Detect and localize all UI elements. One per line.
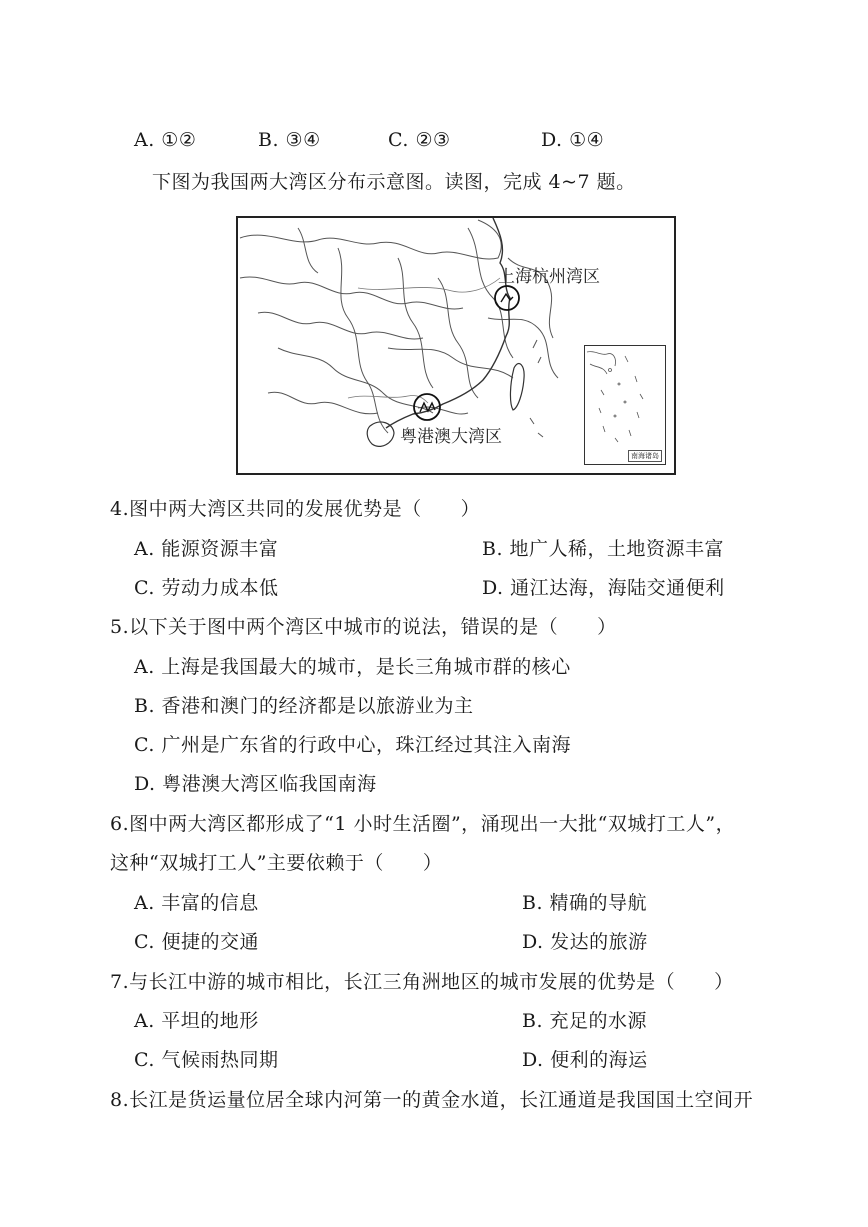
q4-option-b: B. 地广人稀，土地资源丰富 xyxy=(482,538,725,560)
q3-option-a: A. ①② xyxy=(134,129,197,151)
q3-option-b: B. ③④ xyxy=(258,129,321,151)
q7-option-d: D. 便利的海运 xyxy=(522,1049,648,1071)
q5-option-a: A. 上海是我国最大的城市，是长三角城市群的核心 xyxy=(134,656,571,678)
q7-option-c: C. 气候雨热同期 xyxy=(134,1049,279,1071)
inset-caption: 南海诸岛 xyxy=(628,450,662,462)
q5-option-b: B. 香港和澳门的经济都是以旅游业为主 xyxy=(134,695,474,717)
q8-stem: 8.长江是货运量位居全球内河第一的黄金水道，长江通道是我国国土空间开 xyxy=(110,1089,754,1111)
q4-option-c: C. 劳动力成本低 xyxy=(134,577,279,599)
inset-drawing xyxy=(585,346,665,464)
q5-option-c: C. 广州是广东省的行政中心，珠江经过其注入南海 xyxy=(134,734,571,756)
q7-option-b: B. 充足的水源 xyxy=(522,1010,648,1032)
q5-option-d: D. 粤港澳大湾区临我国南海 xyxy=(134,773,377,795)
q4-stem: 4.图中两大湾区共同的发展优势是（ ） xyxy=(110,498,481,520)
q3-option-d: D. ①④ xyxy=(541,129,605,151)
q6-stem-line2: 这种“双城打工人”主要依赖于（ ） xyxy=(110,852,443,874)
q6-option-a: A. 丰富的信息 xyxy=(134,892,259,914)
south-china-sea-inset xyxy=(584,345,666,465)
q3-option-c: C. ②③ xyxy=(388,129,451,151)
q6-option-b: B. 精确的导航 xyxy=(522,892,648,914)
q4-option-a: A. 能源资源丰富 xyxy=(134,538,279,560)
label-guangdong-hk-macao-bay: 粤港澳大湾区 xyxy=(400,427,502,447)
q5-stem: 5.以下关于图中两个湾区中城市的说法，错误的是（ ） xyxy=(110,616,617,638)
label-shanghai-hangzhou-bay: 上海杭州湾区 xyxy=(498,267,600,287)
map-intro: 下图为我国两大湾区分布示意图。读图，完成 4~7 题。 xyxy=(152,171,636,193)
q6-stem-line1: 6.图中两大湾区都形成了“1 小时生活圈”，涌现出一大批“双城打工人”， xyxy=(110,813,736,835)
q7-option-a: A. 平坦的地形 xyxy=(134,1010,259,1032)
q6-option-c: C. 便捷的交通 xyxy=(134,931,259,953)
q6-option-d: D. 发达的旅游 xyxy=(522,931,648,953)
q4-option-d: D. 通江达海，海陆交通便利 xyxy=(482,577,725,599)
q7-stem: 7.与长江中游的城市相比，长江三角洲地区的城市发展的优势是（ ） xyxy=(110,971,734,993)
bay-area-map xyxy=(236,216,676,475)
